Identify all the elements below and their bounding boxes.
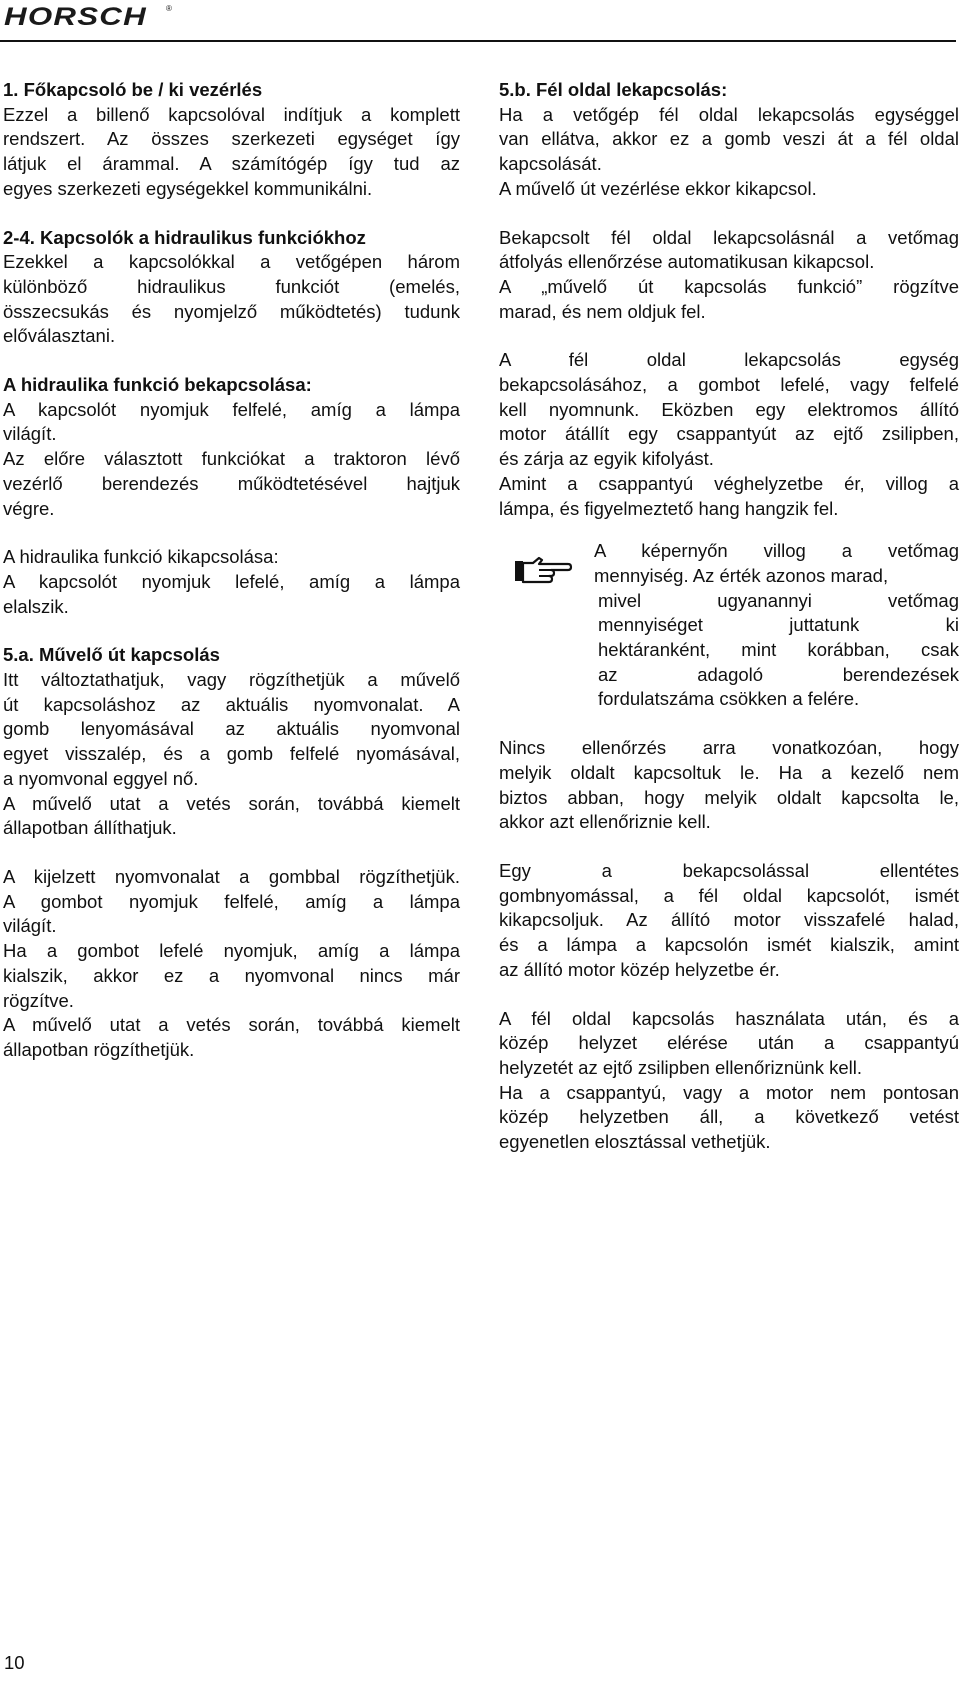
paragraph-line: van ellátva, akkor ez a gomb veszi át a fél oldal — [499, 128, 959, 150]
note-line: mennyiség. Az érték azonos marad, — [594, 564, 889, 586]
paragraph-line: A kapcsolót nyomjuk lefelé, amíg a lámpa — [3, 570, 460, 592]
section-hydraulic-off — [3, 545, 460, 619]
horsch-logo — [4, 3, 172, 31]
paragraph-line: átfolyás ellenőrzése automatikusan kikapcsol. — [499, 251, 875, 273]
paragraph-line: közép helyzetben áll, a következő vetést — [499, 1106, 959, 1128]
paragraph-line: Egy a bekapcsolással ellentétes — [499, 859, 959, 881]
paragraph-line: látjuk el árammal. A számítógép így tud az — [3, 153, 460, 175]
paragraph-line: A kijelzett nyomvonalat a gombbal rögzíthetjük. — [3, 865, 460, 887]
paragraph-line: rögzítve. — [3, 989, 74, 1011]
paragraph-line: A művelő utat a vetés során, továbbá kiemelt — [3, 1014, 460, 1036]
paragraph-flap-check — [499, 1007, 959, 1155]
paragraph-line: A kapcsolót nyomjuk felfelé, amíg a lámpa — [3, 398, 460, 420]
paragraph-line: Ezzel a billenő kapcsolóval indítjuk a komplett — [3, 103, 460, 125]
note-line: az adagoló berendezések — [598, 663, 959, 685]
paragraph-line: és zárja az egyik kifolyást. — [499, 448, 714, 470]
paragraph-line: marad, és nem oldjuk fel. — [499, 300, 706, 322]
paragraph-line: és a lámpa a kapcsolón ismét kialszik, amint — [499, 934, 959, 956]
paragraph-line: előválasztani. — [3, 325, 116, 347]
paragraph-line: kapcsolását. — [499, 153, 602, 175]
section-title: 5.b. Fél oldal lekapcsolás: — [499, 79, 728, 100]
paragraph-line: lámpa, és figyelmeztető hang hangzik fel. — [499, 497, 839, 519]
right-column — [499, 78, 959, 1155]
page-number: 10 — [4, 1652, 25, 1673]
paragraph-line: rendszert. Az összes szerkezeti egységet így — [3, 128, 460, 150]
paragraph-line: A művelő út vezérlése ekkor kikapcsol. — [499, 177, 817, 199]
paragraph-line: A „művelő út kapcsolás funkció” rögzítve — [499, 275, 959, 297]
paragraph-line: az állító motor közép helyzetbe ér. — [499, 958, 780, 980]
paragraph-line: Ha a gombot lefelé nyomjuk, amíg a lámpa — [3, 940, 460, 962]
section-main-switch — [3, 78, 460, 202]
paragraph-line: Amint a csappantyú véghelyzetbe ér, villog a — [499, 472, 959, 494]
paragraph-line: motor átállít egy csappantyút az ejtő zsilipben, — [499, 423, 959, 445]
paragraph-line: Ha a vetőgép fél oldal lekapcsolás egységgel — [499, 103, 959, 125]
paragraph-line: egyet visszalép, és a gomb felfelé nyomásával, — [3, 743, 460, 765]
registered-mark: ® — [166, 4, 172, 13]
paragraph-line: végre. — [3, 497, 55, 519]
paragraph-line: a nyomvonal eggyel nő. — [3, 767, 199, 789]
paragraph-line: Ha a csappantyú, vagy a motor nem pontosan — [499, 1081, 959, 1103]
section-hydraulic-switches — [3, 226, 460, 350]
paragraph-line: helyzetét az ejtő zsilipben ellenőriznünk kell. — [499, 1056, 863, 1078]
paragraph-line: kikapcsoljuk. Az állító motor visszafelé halad, — [499, 909, 959, 931]
paragraph-line: bekapcsolásához, a gombot lefelé, vagy felfelé — [499, 374, 959, 396]
paragraph-line: különböző hidraulikus funkciót (emelés, — [3, 275, 460, 297]
paragraph-line: gomb lenyomásával az aktuális nyomvonal — [3, 718, 460, 740]
paragraph-line: A fél oldal lekapcsolás egység — [499, 349, 959, 371]
paragraph-line: állapotban állíthatjuk. — [3, 817, 177, 839]
note-line: A képernyőn villog a vetőmag — [594, 540, 959, 562]
logo-text: HORSCH — [4, 3, 147, 31]
note-text — [594, 539, 959, 712]
paragraph-line: egyes szerkezeti egységekkel kommunikálni. — [3, 177, 373, 199]
paragraph-line: világít. — [3, 915, 57, 937]
paragraph-line: A gombot nyomjuk felfelé, amíg a lámpa — [3, 890, 460, 912]
paragraph-line: összecsukás és nyomjelző működtetés) tudunk — [3, 300, 460, 322]
paragraph-line: Itt változtathatjuk, vagy rögzíthetjük a művelő — [3, 669, 460, 691]
paragraph-switch-off — [499, 859, 959, 983]
paragraph-line: akkor azt ellenőriznie kell. — [499, 811, 711, 833]
section-title: A hidraulika funkció kikapcsolása: — [3, 546, 279, 568]
section-tramline — [3, 643, 460, 841]
note-box — [499, 539, 959, 712]
paragraph-line: közép helyzet elérése után a csappantyú — [499, 1032, 959, 1054]
header-rule — [0, 40, 956, 42]
pointing-hand-icon — [513, 555, 573, 585]
page-header — [0, 0, 960, 44]
paragraph-line: világít. — [3, 423, 57, 445]
paragraph-flow-check — [499, 226, 959, 325]
section-title: 2-4. Kapcsolók a hidraulikus funkciókhoz — [3, 226, 366, 248]
section-title: 5.a. Művelő út kapcsolás — [3, 644, 220, 666]
section-half-side — [499, 78, 959, 202]
paragraph-no-check — [499, 736, 959, 835]
note-line: mennyiséget juttatunk ki — [598, 614, 959, 636]
paragraph-line: Ezekkel a kapcsolókkal a vetőgépen három — [3, 251, 460, 273]
paragraph-line: Az előre választott funkciókat a traktoron lévő — [3, 448, 460, 470]
note-line: hektáranként, mint korábban, csak — [598, 639, 959, 661]
paragraph-line: kialszik, akkor ez a nyomvonal nincs már — [3, 964, 460, 986]
paragraph-line: melyik oldalt kapcsoltuk le. Ha a kezelő nem — [499, 761, 959, 783]
paragraph-line: Bekapcsolt fél oldal lekapcsolásnál a vetőmag — [499, 226, 959, 248]
left-column — [3, 78, 460, 1063]
paragraph-line: Nincs ellenőrzés arra vonatkozóan, hogy — [499, 737, 959, 759]
note-line: fordulatszáma csökken a felére. — [598, 688, 860, 710]
paragraph-line: egyenetlen elosztással vethetjük. — [499, 1131, 771, 1153]
paragraph-line: elalszik. — [3, 595, 69, 617]
section-hydraulic-on — [3, 373, 460, 521]
paragraph-half-side-enable — [499, 348, 959, 521]
paragraph-line: gombnyomással, a fél oldal kapcsolót, ismét — [499, 884, 959, 906]
section-title: A hidraulika funkció bekapcsolása: — [3, 374, 312, 396]
paragraph-line: A művelő utat a vetés során, továbbá kiemelt — [3, 792, 460, 814]
note-line: mivel ugyanannyi vetőmag — [598, 589, 959, 611]
paragraph-line: vezérlő berendezés működtetésével hajtjuk — [3, 472, 460, 494]
paragraph-line: biztos abban, hogy melyik oldalt kapcsolta le, — [499, 786, 959, 808]
section-tramline-lock — [3, 865, 460, 1063]
paragraph-line: állapotban rögzíthetjük. — [3, 1038, 195, 1060]
paragraph-line: A fél oldal kapcsolás használata után, és a — [499, 1007, 959, 1029]
paragraph-line: kell nyomnunk. Eközben egy elektromos állító — [499, 398, 959, 420]
section-title: 1. Főkapcsoló be / ki vezérlés — [3, 79, 263, 100]
paragraph-line: út kapcsoláshoz az aktuális nyomvonalat. A — [3, 693, 460, 715]
